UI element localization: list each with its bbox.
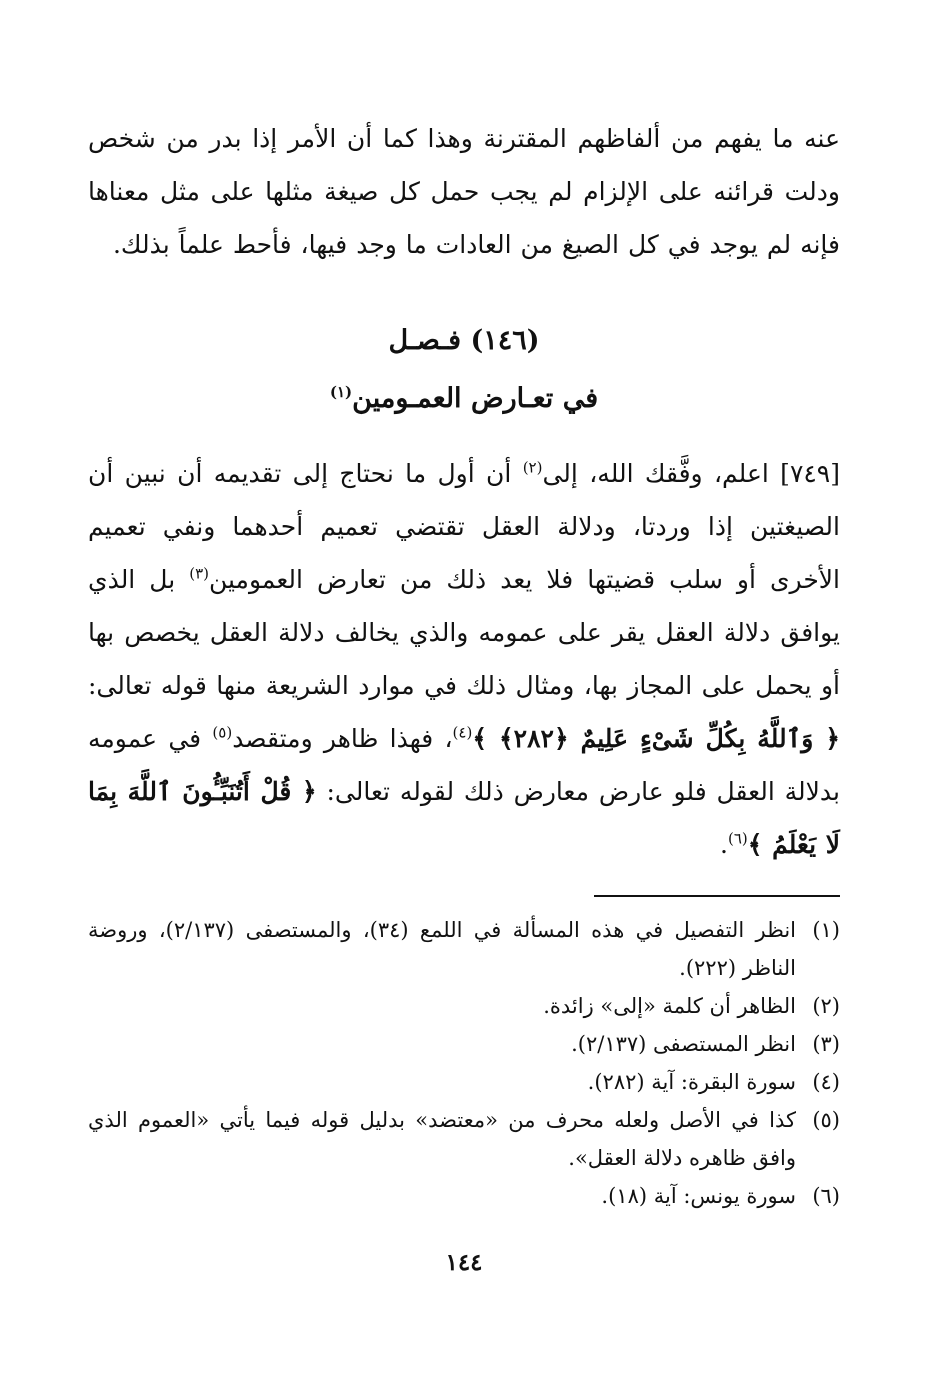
- footnote-divider: [594, 895, 840, 897]
- paragraph-text: .: [720, 830, 728, 859]
- quran-verse: ﴿ قُلْ أَتُنَبِّـُٔونَ ٱللَّهَ بِمَا لَا يَعْلَمُ ﴾: [88, 777, 840, 859]
- footnote-number: (٣): [812, 1032, 840, 1056]
- footnote-item: [88, 1063, 840, 1101]
- page-number: ١٤٤: [445, 1249, 483, 1276]
- paragraph-text: بل الذي يوافق دلالة العقل يقر على عمومه والذي يخالف دلالة العقل يخصص بها أو يحمل على المجاز بها، ومثال ذلك في موارد الشريعة منها قوله تعالى:: [88, 565, 840, 700]
- section-subheading: [88, 371, 840, 427]
- paragraph-text: في عمومه بدلالة العقل فلو عارض معارض ذلك لقوله تعالى:: [88, 724, 840, 806]
- footnote-item: [88, 1025, 840, 1063]
- quran-verse: ﴿ وَٱللَّهُ بِكُلِّ شَىْءٍ عَلِيمٌ ﴿٢٨٢﴾ ﴾: [472, 724, 840, 753]
- main-paragraph-block: [88, 447, 840, 871]
- paragraph-text: أن أول ما نحتاج إلى تقديمه أن نبين أن الصيغتين إذا وردتا، ودلالة العقل تقتضي تعميم أحدهما ونفي تعميم الأخرى أو سلب قضيتها فلا يعد ذلك من تعارض العمومين: [88, 459, 840, 594]
- footnote-text: كذا في الأصل ولعله محرف من «معتضد» بدليل قوله فيما يأتي «العموم الذي وافق ظاهره دلالة العقل».: [88, 1108, 796, 1170]
- footnote-text: سورة يونس: آية (١٨).: [601, 1184, 796, 1208]
- footnote-mark: (٣): [189, 564, 209, 583]
- section-heading: (١٤٦) فـصـل: [388, 325, 540, 356]
- footnote-item: [88, 987, 840, 1025]
- footnote-number: (٦): [812, 1184, 840, 1208]
- main-paragraph: [88, 447, 840, 871]
- footnote-mark: (١): [329, 383, 353, 401]
- footnote-number: (٥): [812, 1108, 840, 1132]
- footnote-mark: (٤): [452, 723, 473, 742]
- footnote-list: [88, 911, 840, 1215]
- section-subheading-text: في تعـارض العمـومين: [352, 383, 599, 414]
- footnote-item: [88, 1101, 840, 1177]
- book-page: [88, 112, 840, 1283]
- footnote-mark: (٥): [212, 723, 233, 742]
- footnote-number: (١): [812, 918, 840, 942]
- footnote-mark: (٦): [727, 829, 748, 848]
- intro-paragraph: عنه ما يفهم من ألفاظهم المقترنة وهذا كما أن الأمر إذا بدر من شخص ودلت قرائنه على الإلزام لم يجب حمل كل صيغة مثلها على مثل معناها فإنه لم يوجد في كل الصيغ من العادات ما وجد فيها، فأحط علماً بذلك.: [88, 124, 840, 259]
- footnote-item: [88, 911, 840, 987]
- footnote-text: سورة البقرة: آية (٢٨٢).: [587, 1070, 796, 1094]
- footnote-text: انظر التفصيل في هذه المسألة في اللمع (٣٤)، والمستصفى (٢/١٣٧)، وروضة الناظر (٢٢٢).: [88, 918, 796, 980]
- footnote-number: (٢): [812, 994, 840, 1018]
- paragraph-text: [٧٤٩] اعلم، وفَّقك الله، إلى: [542, 459, 840, 488]
- intro-paragraph-block: [88, 112, 840, 271]
- footnote-item: [88, 1177, 840, 1215]
- footnote-text: الظاهر أن كلمة «إلى» زائدة.: [543, 994, 796, 1018]
- paragraph-text: ، فهذا ظاهر ومتقصد: [232, 724, 453, 753]
- footnote-text: انظر المستصفى (٢/١٣٧).: [571, 1032, 796, 1056]
- footnote-mark: (٢): [522, 458, 543, 477]
- footnote-number: (٤): [812, 1070, 840, 1094]
